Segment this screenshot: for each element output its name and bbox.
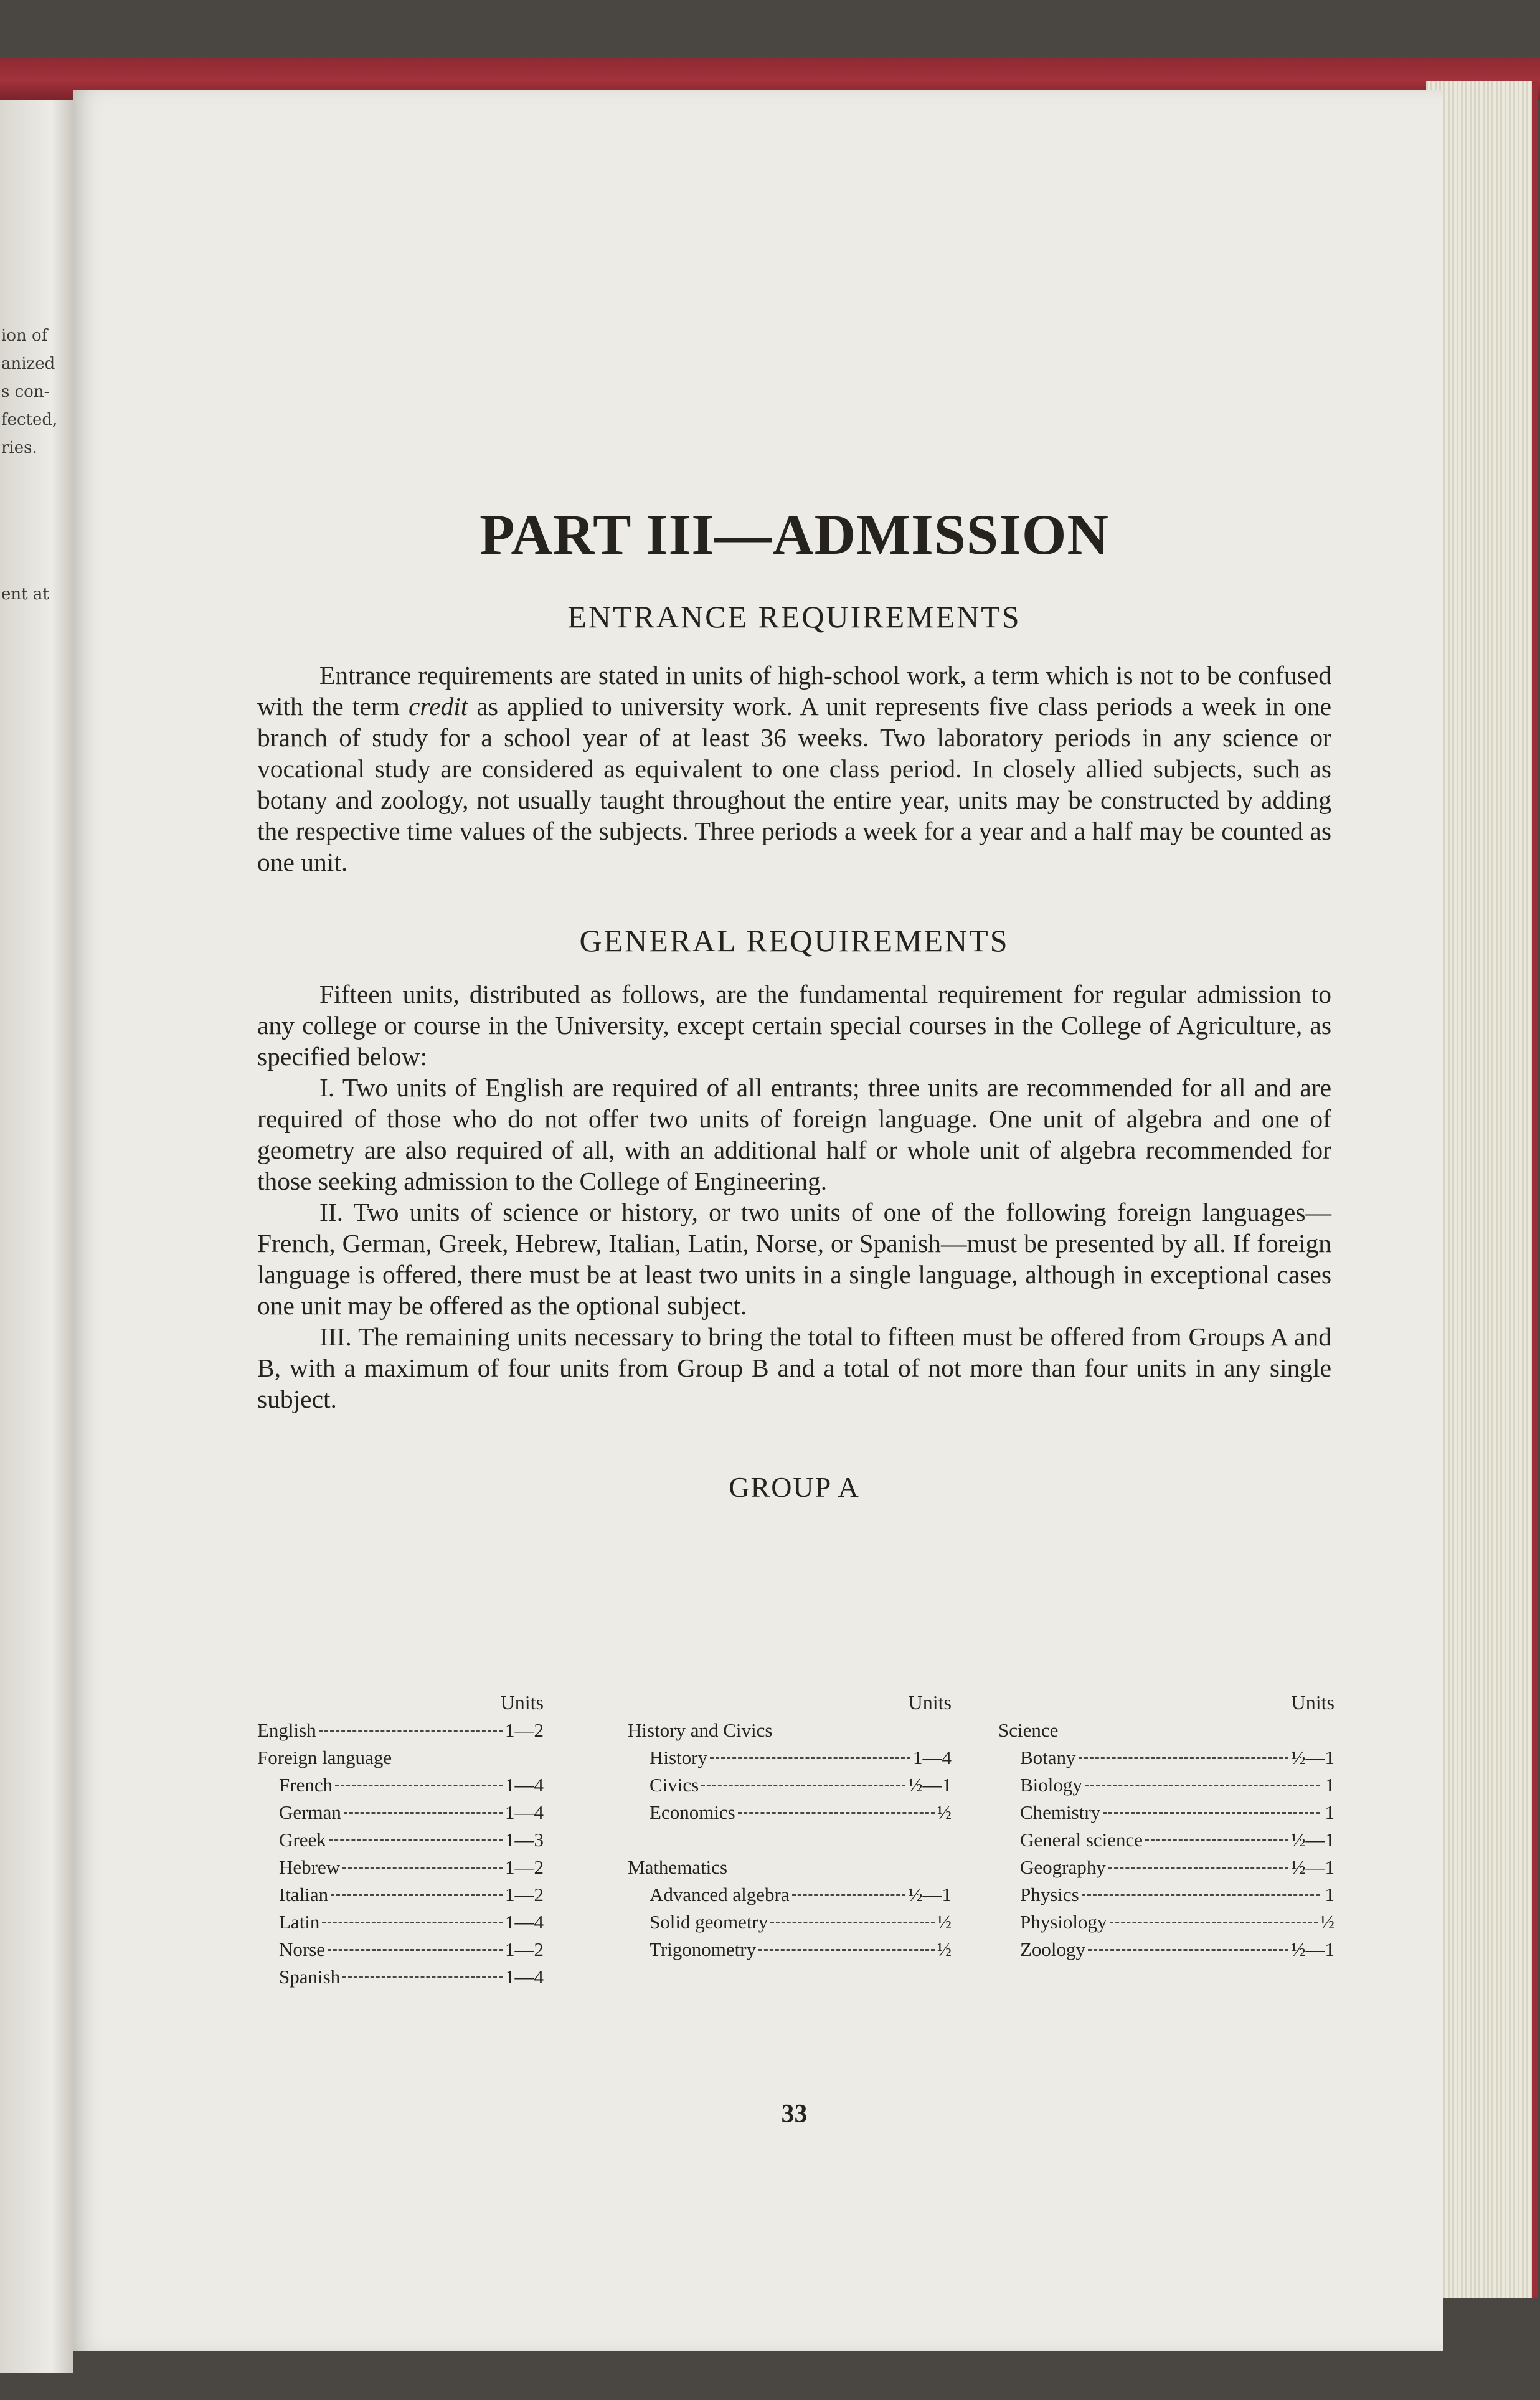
page-title: PART III—ADMISSION bbox=[479, 503, 1109, 566]
table-row bbox=[279, 1938, 544, 1965]
leader-dots bbox=[1145, 1839, 1288, 1841]
entrance-requirements-heading: ENTRANCE REQUIREMENTS bbox=[567, 599, 1021, 634]
page-content bbox=[257, 501, 1335, 2128]
leader-dots bbox=[1108, 1867, 1289, 1869]
book-page bbox=[73, 90, 1443, 2351]
entrance-text-a: Entrance requirements are stated in units of high-school work, a term which is not to be confused with the term bbox=[257, 661, 1331, 721]
units-value: 1—2 bbox=[505, 1719, 544, 1741]
units-value: ½ bbox=[937, 1938, 952, 1960]
subject-label: Greek bbox=[279, 1829, 326, 1851]
general-paragraph: III. The remaining units necessary to bring the total to fifteen must be offered from Groups A and B, with a maximum of four units from Group B and a total of not more than four units in any single subject. bbox=[257, 1322, 1331, 1413]
table-row bbox=[1020, 1884, 1335, 1910]
units-value: 1—4 bbox=[505, 1911, 544, 1933]
subject-label: Latin bbox=[279, 1911, 320, 1933]
table-row bbox=[650, 1911, 952, 1937]
table-row bbox=[279, 1774, 544, 1800]
units-value: ½—1 bbox=[1291, 1829, 1335, 1851]
units-value: ½—1 bbox=[1291, 1747, 1335, 1768]
table-row bbox=[998, 1719, 1335, 1745]
subject-label: German bbox=[279, 1801, 341, 1823]
subject-label: General science bbox=[1020, 1829, 1143, 1851]
leader-dots bbox=[342, 1976, 503, 1978]
leader-dots bbox=[770, 1922, 934, 1923]
subject-label: Norse bbox=[279, 1938, 326, 1960]
table-row bbox=[650, 1884, 952, 1910]
leader-dots bbox=[328, 1949, 503, 1951]
table-row bbox=[279, 1966, 544, 1992]
subject-label: Solid geometry bbox=[650, 1911, 768, 1933]
leader-dots bbox=[701, 1785, 905, 1786]
left-page-text-fragment: ries. bbox=[1, 439, 37, 457]
left-facing-page bbox=[0, 69, 73, 2373]
subject-label: History and Civics bbox=[628, 1719, 773, 1741]
subject-label: French bbox=[279, 1774, 333, 1796]
units-value: 1 bbox=[1325, 1801, 1335, 1823]
units-value: 1—4 bbox=[505, 1774, 544, 1796]
subject-label: Hebrew bbox=[279, 1856, 341, 1878]
table-row bbox=[257, 1747, 544, 1773]
leader-dots bbox=[1088, 1949, 1288, 1951]
leader-dots bbox=[344, 1812, 503, 1814]
units-value: ½—1 bbox=[908, 1884, 952, 1905]
units-value: ½—1 bbox=[908, 1774, 952, 1796]
subject-label: Foreign language bbox=[257, 1747, 392, 1768]
table-row bbox=[1020, 1829, 1335, 1855]
table-row bbox=[1020, 1856, 1335, 1882]
subject-label: Mathematics bbox=[628, 1856, 728, 1878]
table-row bbox=[279, 1911, 544, 1937]
subject-label: Physics bbox=[1020, 1884, 1079, 1905]
group-a-table bbox=[257, 1691, 1335, 2015]
table-row bbox=[279, 1884, 544, 1910]
left-page-text-fragment: ion of bbox=[1, 326, 48, 345]
units-value: 1—4 bbox=[505, 1801, 544, 1823]
table-row bbox=[279, 1829, 544, 1855]
table-row bbox=[628, 1829, 952, 1855]
table-row bbox=[279, 1801, 544, 1828]
table-row bbox=[1020, 1911, 1335, 1937]
subject-label: Zoology bbox=[1020, 1938, 1086, 1960]
table-row bbox=[628, 1856, 952, 1882]
general-paragraphs bbox=[257, 979, 1331, 1415]
leader-dots bbox=[322, 1922, 503, 1923]
table-row bbox=[650, 1938, 952, 1965]
table-row bbox=[628, 1719, 952, 1745]
subject-label: History bbox=[650, 1747, 707, 1768]
leader-dots bbox=[758, 1949, 935, 1951]
table-row bbox=[1020, 1774, 1335, 1800]
subject-label: Chemistry bbox=[1020, 1801, 1101, 1823]
units-value: ½—1 bbox=[1291, 1938, 1335, 1960]
general-paragraph: I. Two units of English are required of all entrants; three units are recommended for all and are required of those who do not offer two units of foreign language. One unit of algebra and one of geometry are also required of all, with an additional half or whole unit of algebra recommended for those seeking admission to the College of Engineering. bbox=[257, 1073, 1331, 1195]
units-value: 1—2 bbox=[505, 1856, 544, 1878]
table-row bbox=[257, 1719, 544, 1745]
units-value: 1—2 bbox=[505, 1884, 544, 1905]
leader-dots bbox=[1103, 1812, 1320, 1814]
leader-dots bbox=[792, 1894, 906, 1896]
units-value: 1—3 bbox=[505, 1829, 544, 1851]
leader-dots bbox=[342, 1867, 503, 1869]
leader-dots bbox=[738, 1812, 935, 1814]
table-row bbox=[279, 1856, 544, 1882]
subject-label: Trigonometry bbox=[650, 1938, 757, 1960]
leader-dots bbox=[335, 1785, 503, 1786]
subject-label: Economics bbox=[650, 1801, 735, 1823]
leader-dots bbox=[319, 1730, 503, 1732]
subject-label: Civics bbox=[650, 1774, 699, 1796]
leader-dots bbox=[1082, 1894, 1320, 1896]
group-a-heading: GROUP A bbox=[729, 1471, 860, 1503]
table-row bbox=[1020, 1747, 1335, 1773]
units-value: ½ bbox=[937, 1911, 952, 1933]
table-row bbox=[650, 1774, 952, 1800]
subject-label: Botany bbox=[1020, 1747, 1076, 1768]
subject-label: Physiology bbox=[1020, 1911, 1107, 1933]
units-value: ½ bbox=[1320, 1911, 1335, 1933]
entrance-text-italic: credit bbox=[409, 692, 468, 721]
entrance-text-b: as applied to university work. A unit represents five class periods a week in one branch of study for a school year of at least 36 weeks. Two laboratory periods in any science or vocational study are considered as equivalent to one class period. In closely allied subjects, such as botany and zoology, not usually taught throughout the entire year, units may be constructed by adding the respective time values of the subjects. Three periods a week for a year and a half may be counted as one unit. bbox=[257, 692, 1331, 876]
page-number: 33 bbox=[781, 2100, 808, 2128]
general-requirements-heading: GENERAL REQUIREMENTS bbox=[579, 923, 1009, 958]
units-value: 1—2 bbox=[505, 1938, 544, 1960]
units-value: 1—4 bbox=[505, 1966, 544, 1988]
subject-label: Advanced algebra bbox=[650, 1884, 790, 1905]
subject-label: Science bbox=[998, 1719, 1059, 1741]
leader-dots bbox=[1110, 1922, 1318, 1923]
general-paragraph: II. Two units of science or history, or two units of one of the following foreign languages—French, German, Greek, Hebrew, Italian, Latin, Norse, or Spanish—must be presented by all. If foreign language is offered, there must be at least two units in a single language, although in exceptional cases one unit may be offered as the optional subject. bbox=[257, 1198, 1331, 1320]
units-column-label: Units bbox=[1291, 1691, 1335, 1714]
units-column-label: Units bbox=[500, 1691, 544, 1714]
table-row bbox=[650, 1801, 952, 1828]
units-value: ½—1 bbox=[1291, 1856, 1335, 1878]
units-value: 1—4 bbox=[913, 1747, 952, 1768]
units-value: 1 bbox=[1325, 1774, 1335, 1796]
left-page-text-fragment: s con- bbox=[1, 382, 50, 401]
leader-dots bbox=[331, 1894, 503, 1896]
left-page-text-fragment: ent at bbox=[1, 585, 49, 604]
units-column-label: Units bbox=[908, 1691, 952, 1714]
left-page-text-fragment: anized bbox=[1, 354, 55, 373]
left-page-text-fragment: fected, bbox=[1, 410, 58, 429]
general-paragraph: Fifteen units, distributed as follows, are the fundamental requirement for regular admission to any college or course in the University, except certain special courses in the College of Agriculture, as specified below: bbox=[257, 980, 1331, 1071]
subject-label: English bbox=[257, 1719, 316, 1741]
subject-label: Biology bbox=[1020, 1774, 1082, 1796]
table-row bbox=[1020, 1801, 1335, 1828]
leader-dots bbox=[329, 1839, 503, 1841]
table-row bbox=[1020, 1938, 1335, 1965]
leader-dots bbox=[1085, 1785, 1320, 1786]
subject-label: Italian bbox=[279, 1884, 329, 1905]
subject-label: Spanish bbox=[279, 1966, 341, 1988]
table-row bbox=[650, 1747, 952, 1773]
units-value: 1 bbox=[1325, 1884, 1335, 1905]
subject-label: Geography bbox=[1020, 1856, 1106, 1878]
leader-dots bbox=[1079, 1757, 1289, 1759]
leader-dots bbox=[710, 1757, 910, 1759]
entrance-paragraph bbox=[257, 660, 1331, 878]
units-value: ½ bbox=[937, 1801, 952, 1823]
